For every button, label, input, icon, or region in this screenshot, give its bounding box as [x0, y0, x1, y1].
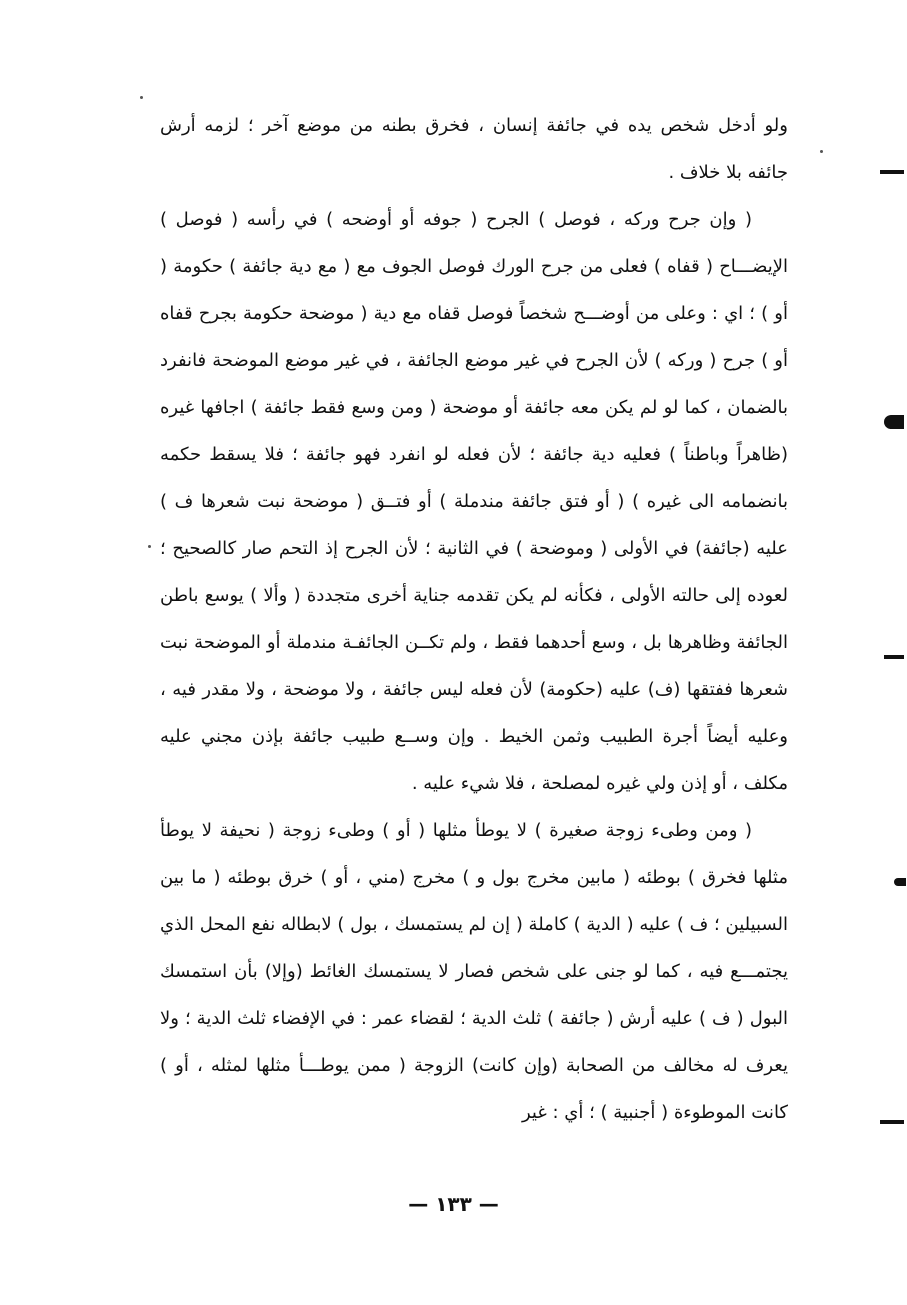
scan-speck — [820, 150, 823, 153]
scan-speck — [148, 545, 151, 548]
margin-mark — [880, 170, 904, 174]
margin-mark — [884, 415, 904, 429]
margin-mark — [880, 1120, 904, 1124]
paragraph-3: ( ومن وطىء زوجة صغيرة ) لا يوطأ مثلها ( أو ) وطىء زوجة ( نحيفة لا يوطأ مثلها فخرق ) بوطئه ( مابين مخرج بول و ) مخرج (مني ، أو ) خرق بوطئه ( ما بين السبيلين ؛ ف ) عليه ( الدية ) كاملة ( إن لم يستمسك ، بول ) لابطاله نفع المحل الذي يجتمـــع فيه ، كما لو جنى على شخص فصار لا يستمسك الغائط (وإلا) بأن استمسك البول ( ف ) عليه أرش ( جائفة ) ثلث الدية ؛ لقضاء عمر : في الإفضاء ثلث الدية ؛ ولا يعرف له مخالف من الصحابة (وإن كانت) الزوجة ( ممن يوطـــأ مثلها لمثله ، أو ) كانت الموطوءة ( أجنبية ) ؛ أي : غير — [160, 820, 788, 1123]
margin-mark — [894, 878, 906, 886]
scan-speck — [140, 96, 143, 99]
paragraph-2: ( وإن جرح وركه ، فوصل ) الجرح ( جوفه أو أوضحه ) في رأسه ( فوصل ) الإيضـــاح ( قفاه ) فعلى من جرح الورك فوصل الجوف مع ( مع دية جائفة ) حكومة ( أو ) ؛ اي : وعلى من أوضـــح شخصاً فوصل قفاه مع دية ( موضحة حكومة بجرح قفاه أو ) جرح ( وركه ) لأن الجرح في غير موضع الجائفة ، في غير موضع الموضحة فانفرد بالضمان ، كما لو لم يكن معه جائفة أو موضحة ( ومن وسع فقط جائفة ) اجافها غيره (ظاهراً وباطناً ) فعليه دية جائفة ؛ لأن فعله لو انفرد فهو جائفة ؛ فلا يسقط حكمه بانضمامه الى غيره ) ( أو فتق جائفة مندملة ) أو فتــق ( موضحة نبت شعرها ف ) عليه (جائفة) في الأولى ( وموضحة ) في الثانية ؛ لأن الجرح إذ التحم صار كالصحيح ؛ لعوده إلى حالته الأولى ، فكأنه لم يكن تقدمه جناية أخرى متجددة ( وألا ) يوسع باطن الجائفة وظاهرها بل ، وسع أحدهما فقط ، ولم تكــن الجائفـة مندملة أو الموضحة نبت شعرها ففتقها (ف) عليه (حكومة) لأن فعله ليس جائفة ، ولا موضحة ، ولا مقدر فيه ، وعليه أيضاً أجرة الطبيب وثمن الخيط . وإن وســع طبيب جائفة بإذن مجني عليه مكلف ، أو إذن ولي غيره لمصلحة ، فلا شيء عليه . — [160, 209, 788, 794]
paragraph-1: ولو أدخل شخص يده في جائفة إنسان ، فخرق بطنه من موضع آخر ؛ لزمه أرش جائفه بلا خلاف . — [160, 115, 788, 183]
body-text — [160, 102, 788, 1136]
margin-mark — [884, 655, 904, 659]
page-number: — ١٣٣ — — [408, 1192, 499, 1216]
